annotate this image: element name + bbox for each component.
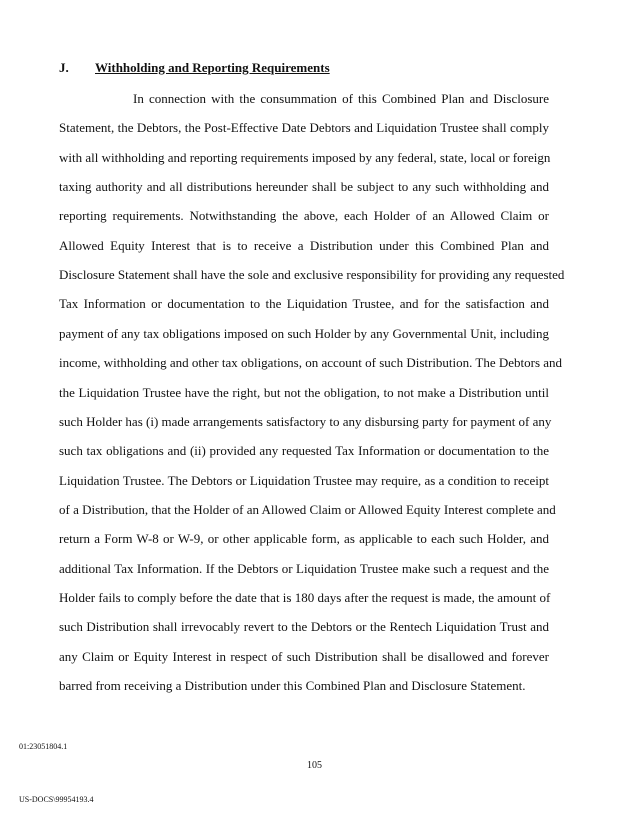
paragraph-line: such tax obligations and (ii) provided any requested Tax Information or documentation to the xyxy=(59,443,549,459)
paragraph-line: the Liquidation Trustee have the right, but not the obligation, to not make a Distribution until xyxy=(59,384,549,400)
paragraph-line: of a Distribution, that the Holder of an Allowed Claim or Allowed Equity Interest complete and xyxy=(59,501,556,517)
paragraph-line: Statement, the Debtors, the Post-Effective Date Debtors and Liquidation Trustee shall comply xyxy=(59,120,549,136)
paragraph-line: taxing authority and all distributions hereunder shall be subject to any such withholding and xyxy=(59,179,549,195)
paragraph-line: Holder fails to comply before the date that is 180 days after the request is made, the amount of xyxy=(59,589,551,605)
paragraph-line: Disclosure Statement shall have the sole and exclusive responsibility for providing any requested xyxy=(59,267,565,283)
paragraph-line: payment of any tax obligations imposed on such Holder by any Governmental Unit, including xyxy=(59,325,549,341)
paragraph-line: In connection with the consummation of this Combined Plan and Disclosure xyxy=(133,91,549,106)
paragraph-line: Allowed Equity Interest that is to receive a Distribution under this Combined Plan and xyxy=(59,237,549,253)
paragraph-line: reporting requirements. Notwithstanding the above, each Holder of an Allowed Claim or xyxy=(59,208,549,224)
paragraph-line: return a Form W-8 or W-9, or other applicable form, as applicable to each such Holder, and xyxy=(59,531,549,547)
paragraph-line: such Holder has (i) made arrangements satisfactory to any disbursing party for payment of any xyxy=(59,413,552,429)
section-letter: J. xyxy=(59,60,69,75)
section-heading xyxy=(59,60,330,76)
paragraph-line: barred from receiving a Distribution under this Combined Plan and Disclosure Statement. xyxy=(59,678,526,693)
paragraph-line: Liquidation Trustee. The Debtors or Liquidation Trustee may require, as a condition to receipt xyxy=(59,472,549,488)
document-id-top: 01:23051804.1 xyxy=(19,742,68,751)
paragraph-line: such Distribution shall irrevocably revert to the Debtors or the Rentech Liquidation Trust and xyxy=(59,619,549,635)
section-title: Withholding and Reporting Requirements xyxy=(95,60,330,75)
paragraph-line: income, withholding and other tax obligations, on account of such Distribution. The Debtors and xyxy=(59,355,563,371)
document-id-bottom: US-DOCS\99954193.4 xyxy=(19,795,94,804)
page-number: 105 xyxy=(307,760,322,771)
paragraph-line: with all withholding and reporting requirements imposed by any federal, state, local or foreign xyxy=(59,149,551,165)
paragraph-line: any Claim or Equity Interest in respect of such Distribution shall be disallowed and forever xyxy=(59,648,549,664)
paragraph-line: additional Tax Information. If the Debtors or Liquidation Trustee make such a request and the xyxy=(59,560,549,576)
paragraph-line: Tax Information or documentation to the Liquidation Trustee, and for the satisfaction and xyxy=(59,296,549,312)
